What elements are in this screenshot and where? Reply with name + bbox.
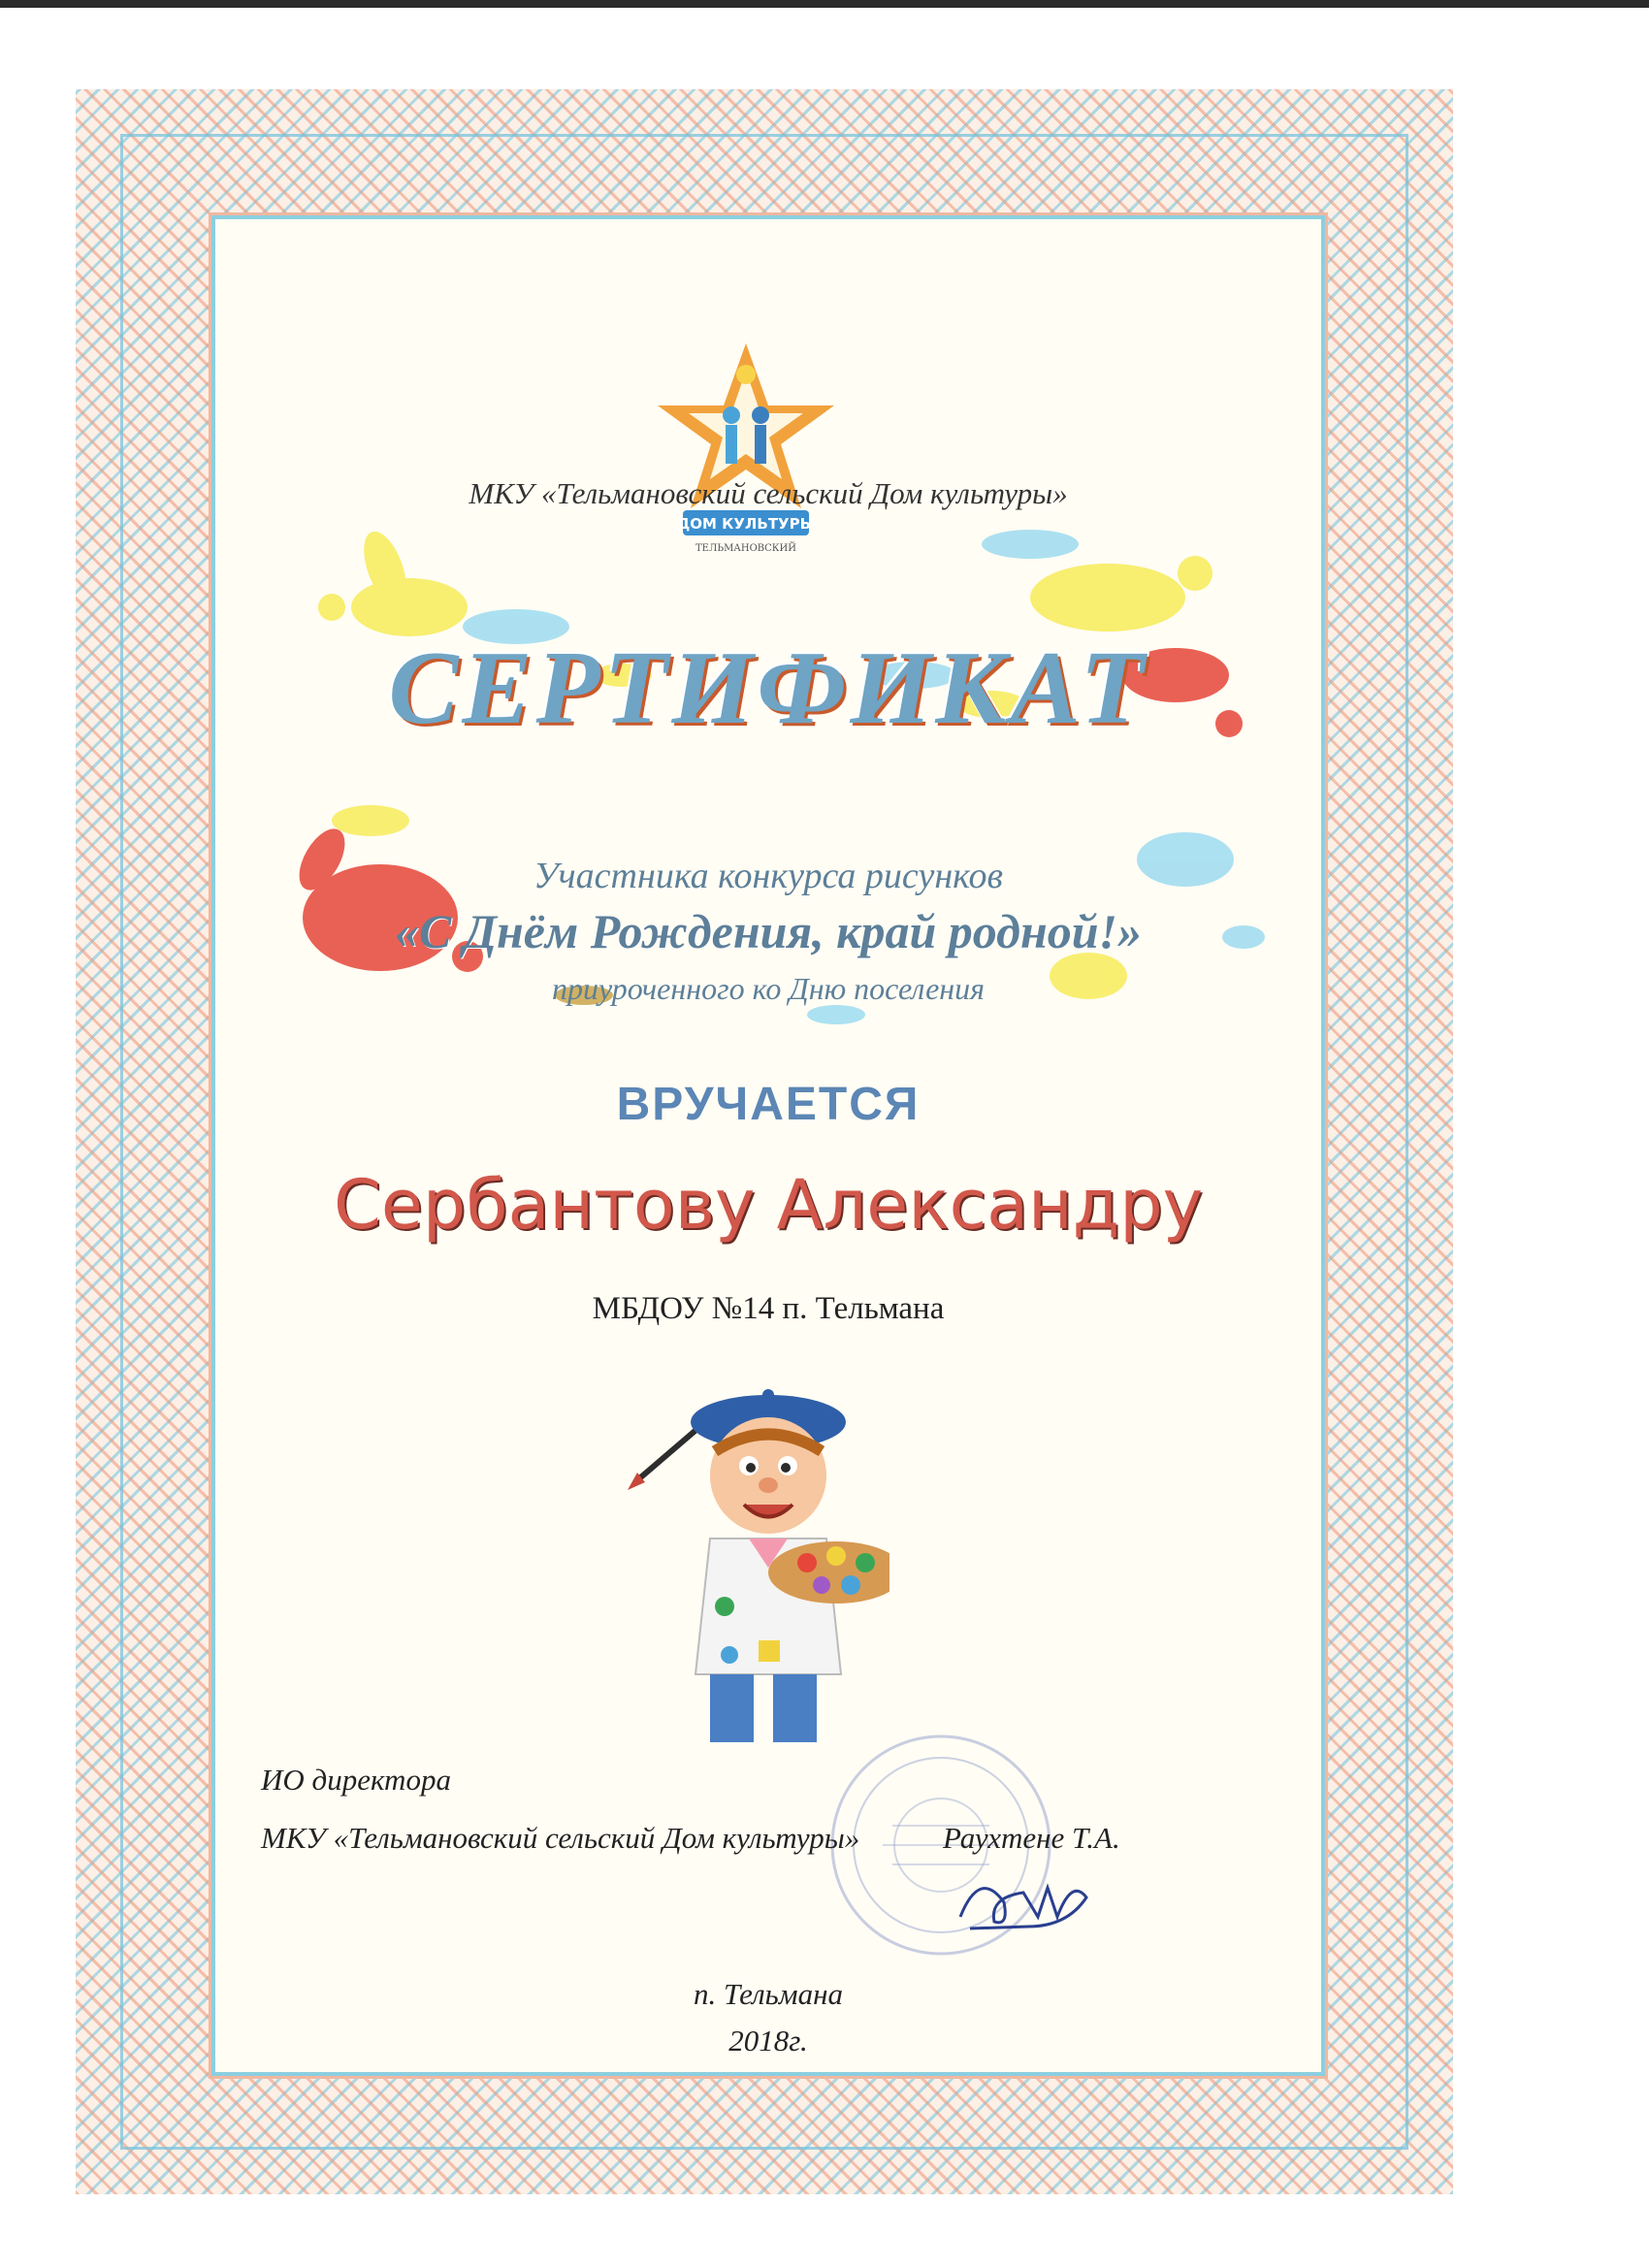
scan-top-edge [0,0,1649,8]
organization-line: МКУ «Тельмановский сельский Дом культуры» [469,476,1068,510]
certificate-sheet [76,89,1453,2194]
svg-text:ДОМ КУЛЬТУРЫ: ДОМ КУЛЬТУРЫ [676,515,816,533]
year: 2018г. [728,2024,808,2057]
certificate-body [211,215,1325,2076]
recipient-name: Сербантову Александру [333,1165,1204,1245]
signer-organization: МКУ «Тельмановский сельский Дом культуры» [261,1821,860,1855]
awarded-label: ВРУЧАЕТСЯ [616,1079,921,1130]
signature-mark [951,1859,1096,1946]
svg-text:ТЕЛЬМАНОВСКИЙ: ТЕЛЬМАНОВСКИЙ [695,543,796,554]
subtitle-line-3: приуроченного ко Дню поселения [551,971,986,1006]
signer-role: ИО директора [261,1763,451,1797]
subtitle-line-1: Участника конкурса рисунков [533,856,1004,896]
signer-name: Раухтене Т.А. [943,1821,1120,1855]
recipient-school: МБДОУ №14 п. Тельмана [592,1291,945,1326]
boy-painter-illustration [598,1364,889,1752]
certificate-title: СЕРТИФИКАТ [388,631,1148,746]
place: п. Тельмана [694,1977,843,2011]
star-logo-icon [654,336,838,559]
contest-name: «С Днём Рождения, край родной!» [395,904,1142,958]
